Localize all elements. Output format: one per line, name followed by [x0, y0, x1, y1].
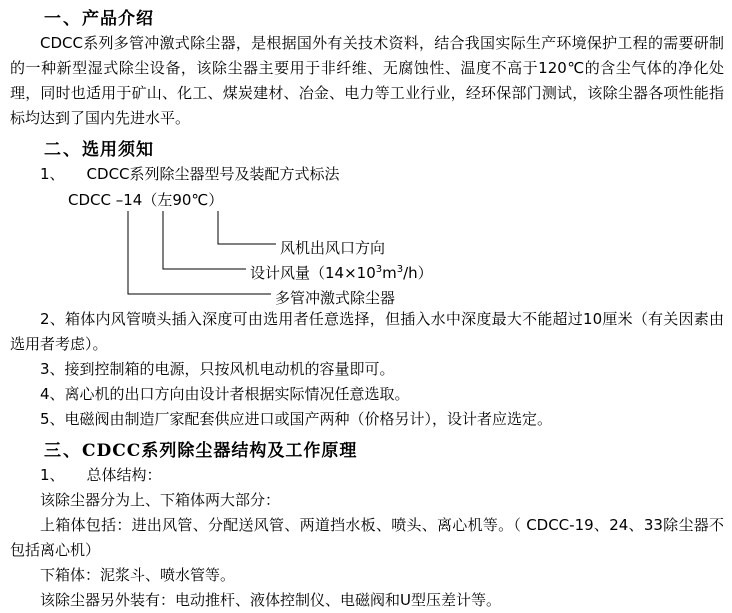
section-2-number: 二、 — [44, 140, 82, 160]
section-2-item-1 — [10, 162, 724, 187]
label-fan-outlet-direction: 风机出风口方向 — [280, 239, 386, 257]
label-dust-collector-type: 多管冲激式除尘器 — [275, 289, 396, 307]
section-2-item-4: 4、离心机的出口方向由设计者根据实际情况任意选取。 — [40, 385, 410, 403]
section-1-paragraph: CDCC系列多管冲激式除尘器，是根据国外有关技术资料，结合我国实际生产环境保护工程的需要研制的一种新型湿式除尘设备，该除尘器主要用于非纤维、无腐蚀性、温度不高于120℃的含尘气体的净化处理，同时也适用于矿山、化工、煤炭建材、冶金、电力等工业行业，经环保部门测试，该除尘器各项性能指标均达到了国内先进水平。 — [10, 34, 724, 127]
section-2-item-3: 3、接到控制箱的电源，只按风机电动机的容量即可。 — [40, 360, 395, 378]
section-1-heading — [0, 4, 732, 29]
section-3-item-1-number: 1、 — [40, 466, 65, 484]
label-flow-suffix: /h） — [403, 264, 433, 282]
label-flow-prefix: 设计风量（14×10 — [250, 264, 376, 282]
section-3-line-1: 该除尘器分为上、下箱体两大部分： — [40, 491, 281, 509]
label-flow-unit: m — [382, 264, 397, 282]
section-2-item-1-text: CDCC系列除尘器型号及装配方式标法 — [86, 165, 340, 183]
model-code-text: CDCC –14（左90℃） — [68, 191, 224, 209]
section-1-title: 产品介绍 — [82, 9, 154, 29]
document-page — [0, 4, 732, 609]
section-3-number: 三、 — [44, 441, 82, 461]
section-2-title: 选用须知 — [82, 140, 154, 160]
section-3-item-1 — [10, 463, 724, 488]
label-flow-exponent-2: 3 — [396, 264, 404, 275]
section-3-line-3: 下箱体：泥浆斗、喷水管等。 — [40, 566, 236, 584]
section-3-heading — [0, 436, 732, 461]
section-3-line-4: 该除尘器另外装有：电动推杆、液体控制仪、电磁阀和U型压差计等。 — [40, 591, 501, 609]
label-flow-exponent-1: 3 — [375, 264, 383, 275]
section-3-line-2: 上箱体包括：进出风管、分配送风管、两道挡水板、喷头、离心机等。（ CDCC-19、24、33除尘器不包括离心机） — [10, 516, 724, 559]
section-2-item-1-number: 1、 — [40, 165, 65, 183]
section-2-heading — [0, 135, 732, 160]
section-1-number: 一、 — [44, 9, 82, 29]
label-design-air-volume — [250, 262, 433, 283]
section-2-item-5: 5、电磁阀由制造厂家配套供应进口或国产两种（价格另计），设计者应选定。 — [40, 410, 553, 428]
section-3-item-1-text: 总体结构： — [86, 466, 162, 484]
section-3-title: CDCC系列除尘器结构及工作原理 — [82, 441, 358, 461]
model-code-diagram — [0, 189, 732, 307]
section-2-item-2: 2、箱体内风管喷头插入深度可由选用者任意选择，但插入水中深度最大不能超过10厘米（有关因素由选用者考虑）。 — [10, 310, 724, 353]
